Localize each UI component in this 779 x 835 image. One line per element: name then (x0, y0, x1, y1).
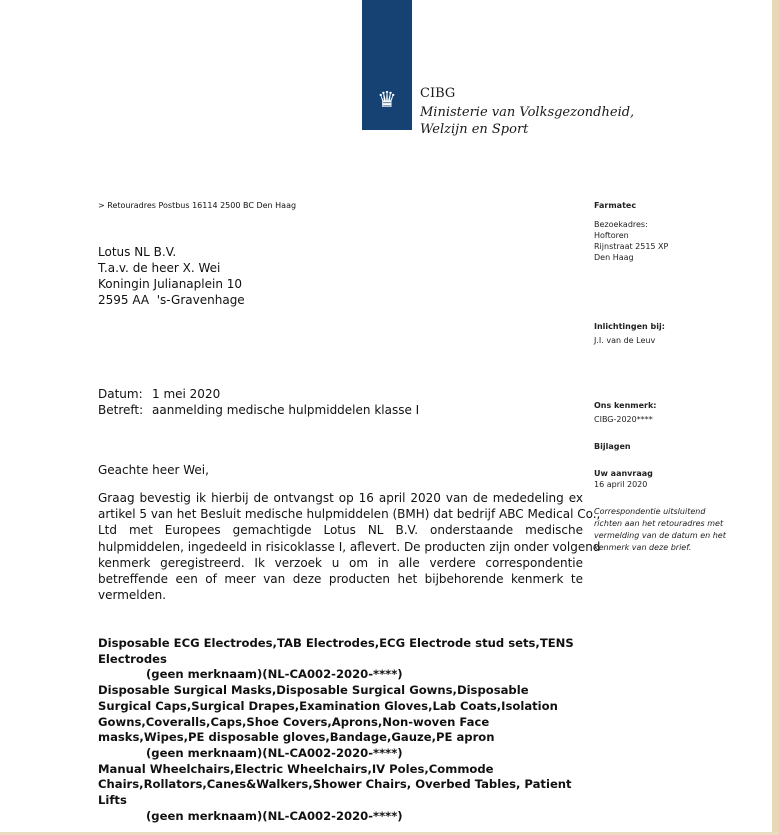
product-line: Disposable Surgical Masks,Disposable Surgical Gowns,Disposable (98, 683, 529, 698)
greeting: Geachte heer Wei, (98, 463, 209, 477)
body-paragraph (98, 490, 601, 603)
visit-label: Bezoekadres: (594, 220, 648, 229)
info-label: Inlichtingen bij: (594, 322, 665, 331)
visit-line: Den Haag (594, 253, 634, 262)
product-code: (geen merknaam)(NL-CA002-2020-****) (146, 745, 403, 760)
page-edge (772, 0, 779, 835)
reference-label: Ons kenmerk: (594, 401, 657, 410)
correspondence-note (594, 506, 726, 554)
body-line: betreffende een of meer van deze producten het bijbehorende kenmerk te (98, 572, 583, 587)
return-address: > Retouradres Postbus 16114 2500 BC Den Haag (98, 201, 297, 210)
product-line: Lifts (98, 793, 127, 808)
attachments-label: Bijlagen (594, 442, 631, 451)
address-line: T.a.v. de heer X. Wei (98, 261, 221, 275)
product-line: Electrodes (98, 651, 167, 666)
product-code: (geen merknaam)(NL-CA002-2020-****) (146, 808, 403, 823)
subject-label: Betreft: (98, 403, 144, 417)
note-line: vermelding van de datum en het (594, 531, 726, 540)
address-line: 2595 AA 's-Gravenhage (98, 293, 245, 307)
government-logo (362, 0, 412, 130)
visit-line: Rijnstraat 2515 XP (594, 242, 669, 251)
product-list (98, 636, 574, 824)
coat-of-arms-icon: ♛ (377, 88, 397, 113)
sidebar-info (594, 200, 726, 554)
date-value: 1 mei 2020 (152, 387, 221, 401)
info-value: J.I. van de Leuv (594, 336, 656, 345)
product-code: (geen merknaam)(NL-CA002-2020-****) (146, 667, 403, 682)
letter-meta (98, 386, 419, 418)
department: Farmatec (594, 201, 637, 210)
subject-value: aanmelding medische hulpmiddelen klasse I (152, 403, 420, 417)
product-line: Gowns,Coveralls,Caps,Shoe Covers,Aprons,Non-woven Face (98, 714, 490, 729)
request-label: Uw aanvraag (594, 469, 653, 478)
product-line: Disposable ECG Electrodes,TAB Electrodes,ECG Electrode stud sets,TENS (98, 636, 574, 650)
ministry-name (420, 86, 634, 138)
note-line: Correspondentie uitsluitend (594, 507, 706, 516)
address-line: Lotus NL B.V. (98, 245, 177, 259)
body-line: Graag bevestig ik hierbij de ontvangst op 16 april 2020 van de mededeling ex (98, 491, 583, 505)
body-line: artikel 5 van het Besluit medische hulpmiddelen (BMH) dat bedrijf ABC Medical Co., (98, 507, 601, 522)
request-value: 16 april 2020 (594, 480, 648, 489)
visit-line: Hoftoren (594, 231, 629, 240)
org-name: CIBG (420, 86, 456, 101)
body-line: hulpmiddelen, ingedeeld in risicoklasse I, aflevert. De producten zijn onder volgend (98, 539, 601, 554)
date-label: Datum: (98, 387, 143, 401)
address-line: Koningin Julianaplein 10 (98, 277, 243, 291)
recipient-address (98, 244, 245, 308)
product-line: Chairs,Rollators,Canes&Walkers,Shower Chairs, Overbed Tables, Patient (98, 777, 572, 792)
body-line: kenmerk geregistreerd. Ik verzoek u om in alle verdere correspondentie (98, 555, 583, 570)
note-line: kenmerk van deze brief. (594, 543, 692, 552)
body-line: Ltd met Europees gemachtigde Lotus NL B.V. onderstaande medische (98, 523, 583, 538)
product-line: Surgical Caps,Surgical Drapes,Examination Gloves,Lab Coats,Isolation (98, 698, 558, 713)
ministry-line: Welzijn en Sport (420, 122, 529, 137)
product-line: masks,Wipes,PE disposable gloves,Bandage,Gauze,PE apron (98, 730, 495, 745)
reference-value: CIBG-2020**** (594, 415, 653, 424)
ministry-line: Ministerie van Volksgezondheid, (420, 105, 635, 120)
body-line: vermelden. (98, 588, 167, 603)
note-line: richten aan het retouradres met (594, 519, 724, 528)
product-line: Manual Wheelchairs,Electric Wheelchairs,IV Poles,Commode (98, 761, 494, 776)
